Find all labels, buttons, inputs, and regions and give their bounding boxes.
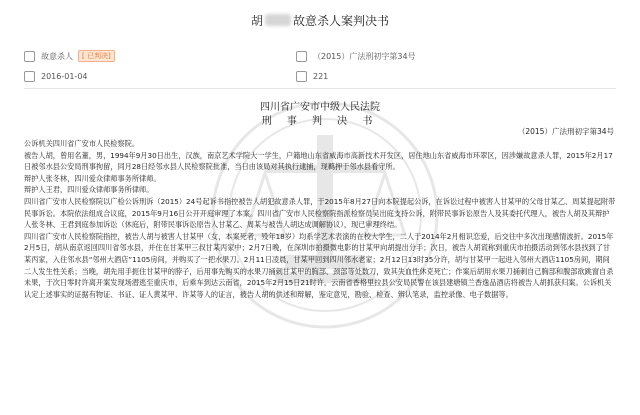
page-title — [0, 0, 640, 40]
redacted-name — [265, 14, 291, 26]
document-icon — [296, 51, 307, 62]
eye-icon — [296, 71, 307, 82]
case-no-field — [296, 48, 416, 64]
document-type: 刑 事 判 决 书 — [261, 116, 379, 127]
judgment-document — [24, 96, 616, 299]
paragraph: 四川省广安市人民检察院以广检公诉刑诉（2015）24号起诉书指控被告人胡犯故意杀人罪，于2015年8月27日向本院提起公诉，在诉讼过程中被害人甘某甲的父母甘某乙、周某提起附带民事诉讼。本院依法组成合议庭，2015年9月16日公开开庭审理了本案。四川省广安市人民检察院指派检察员吴出庭支持公诉，附带民事诉讼原告人及其委托代理人，被告人胡及其辩护人张冬林、王君到庭参加诉讼（休庭后，附带民事诉讼原告人甘某乙、周某与被告人胡达成调解协议），现已审理终结。 — [24, 196, 616, 230]
cause-field — [24, 48, 115, 64]
calendar-icon — [24, 71, 35, 82]
paragraph: 公诉机关四川省广安市人民检察院。 — [24, 139, 140, 148]
divider — [24, 88, 616, 89]
case-meta — [24, 48, 616, 88]
page-title-prefix: 胡 — [250, 13, 263, 28]
paragraph: 被告人胡，曾用名董，男，1994年9月30日出生，汉族，南京艺术学院大一学生，户籍地山东省威海市高新技术开发区，居住地山东省威海市环翠区，因涉嫌故意杀人罪，2015年2月17日被邻水县公安局刑事拘留，同月28日经邻水县人民检察院批准，当日由该局对其执行逮捕，现羁押于邻水县看守所。 — [24, 150, 613, 172]
paragraph: 辩护人王君，四川爱众律师事务所律师。 — [24, 185, 154, 195]
meta-date: 2016-01-04 — [41, 71, 88, 81]
paragraph: 辩护人张冬林，四川爱众律师事务所律师。 — [24, 173, 161, 183]
tag-icon — [24, 51, 35, 62]
document-case-no: （2015）广法刑初字第34号 — [517, 127, 614, 136]
page-title-suffix: 故意杀人案判决书 — [293, 13, 390, 28]
status-badge: [ 已判决] — [78, 50, 115, 62]
views-field — [296, 68, 328, 84]
meta-case-no: （2015）广法刑初字第34号 — [313, 51, 416, 61]
court-name: 四川省广安市中级人民法院 — [260, 102, 380, 113]
cause-text: 故意杀人 — [41, 51, 73, 61]
paragraph: 四川省广安市人民检察院指控，被告人胡与被害人甘某甲（女，本案死者，殁年18岁）均系学艺术表演的在校大学生，二人于2014年2月相识恋爱，后交往中多次出现感情波折。2015年2月5日，胡从南京返回四川省邻水县，并住在甘某甲三叔甘某丙家中；2月7日晚，在深圳市拍摄微电影的甘某甲向胡提出分手；次日，被告人胡谎称到重庆市拍摄活动到邻水县找到了甘某丙家，入住邻水县“邻州大酒店”1105房间，并购买了一把水果刀。2月11日凌晨，甘某甲回到四川邻水老家；2月12日13时35分许，胡与甘某甲一起进入邻州大酒店1105房间，期间二人发生性关系；当晚，胡先用手扼住甘某甲的脖子，后用事先购买的水果刀捅刺甘某甲的胸部、颈部等处数刀，致其失血性休克死亡；作案后胡用水果刀捅刺自己胸部和腹部欲跳窗自杀未果，于次日零时许离开案发现场潜逃至重庆市，后乘车到达云南省，2015年2月15日21时许，云南省香格里拉县公安局民警在该县建塘镇兰香逸品酒店将被告人胡抓获归案。公诉机关认定上述事实的证据有物证、书证、证人黄某甲、许某等人的证言，被告人胡的供述和辩解，鉴定意见，勘验、检查、辨认笔录，监控录像、电子数据等。 — [24, 231, 614, 299]
date-field — [24, 68, 88, 84]
meta-views: 221 — [313, 71, 329, 81]
paragraphs — [24, 138, 616, 300]
